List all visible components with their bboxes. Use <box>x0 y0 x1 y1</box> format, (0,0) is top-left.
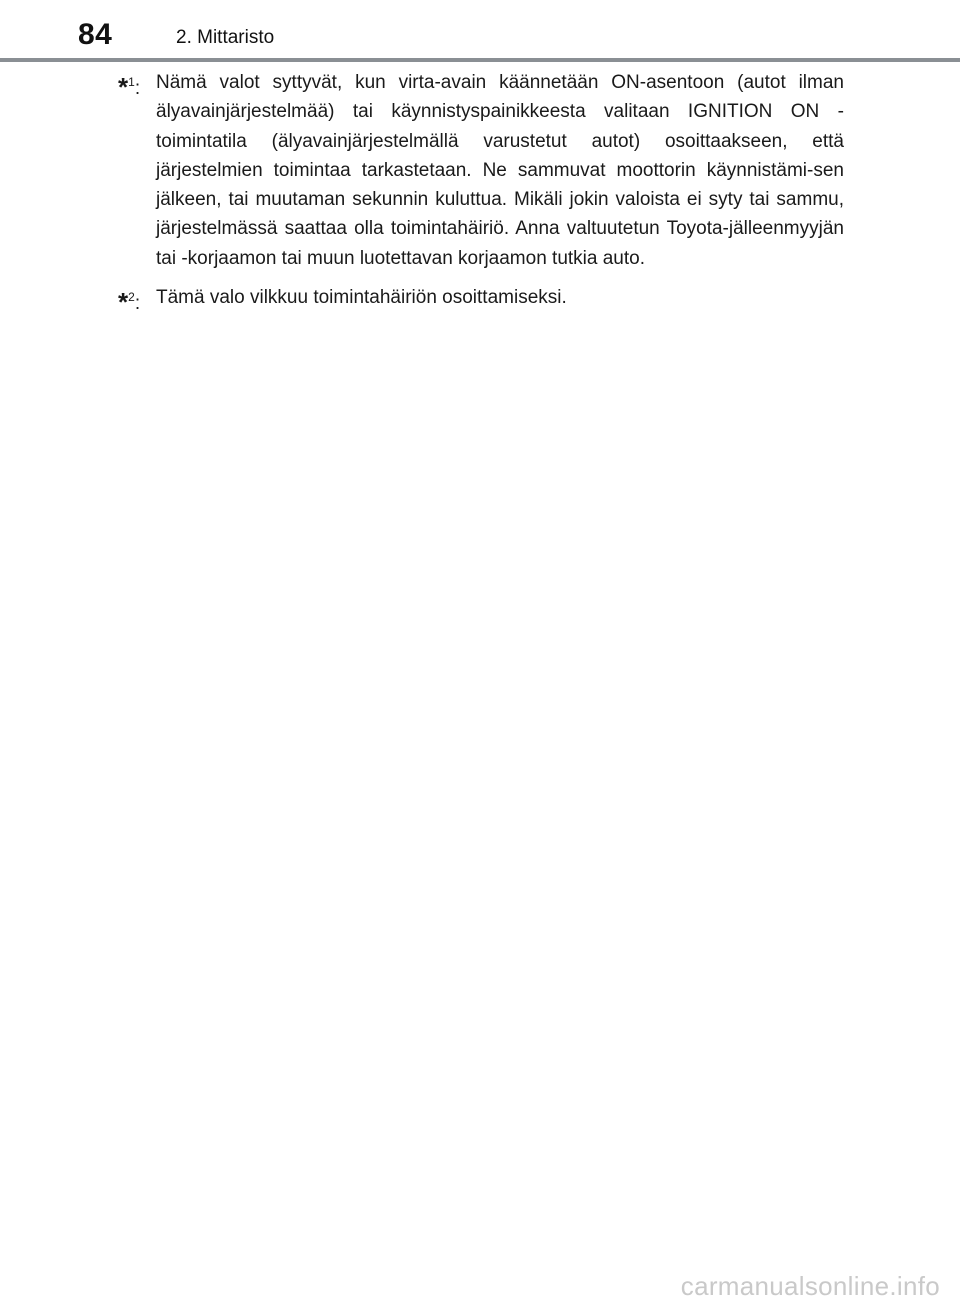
footnote-index: 1 <box>128 75 135 89</box>
asterisk-icon: * <box>118 287 129 318</box>
page-number: 84 <box>78 18 113 51</box>
footnotes <box>118 68 844 328</box>
footnote-colon: : <box>134 78 141 99</box>
footnote-2 <box>118 283 844 318</box>
footnote-colon: : <box>134 293 141 315</box>
footnote-index: 2 <box>128 290 135 305</box>
page-header <box>0 0 960 62</box>
watermark-text: carmanualsonline.info <box>680 1271 940 1301</box>
section-title: 2. Mittaristo <box>176 27 275 48</box>
asterisk-icon: * <box>118 72 129 102</box>
header-divider <box>0 58 960 62</box>
footnote-marker <box>118 283 156 318</box>
footnote-marker <box>118 68 156 103</box>
footnote-1 <box>118 68 844 273</box>
footnote-text: Nämä valot syttyvät, kun virta-avain käännetään ON-asentoon (autot ilman älyavainjärjestelmää) tai käynnistyspainikkeesta valitaan IGNITION ON -toimintatila (älyavainjärjestelmällä varustetut autot) osoittaakseen, että järjestelmien toimintaa tarkastetaan. Ne sammuvat moottorin käynnistämi-sen jälkeen, tai muutaman sekunnin kuluttua. Mikäli jokin valoista ei syty tai sammu, järjestelmässä saattaa olla toimintahäiriö. Anna valtuutetun Toyota-jälleenmyyjän tai -korjaamon tai muun luotettavan korjaamon tutkia auto. <box>156 72 844 269</box>
footnote-text: Tämä valo vilkkuu toimintahäiriön osoittamiseksi. <box>156 287 567 309</box>
